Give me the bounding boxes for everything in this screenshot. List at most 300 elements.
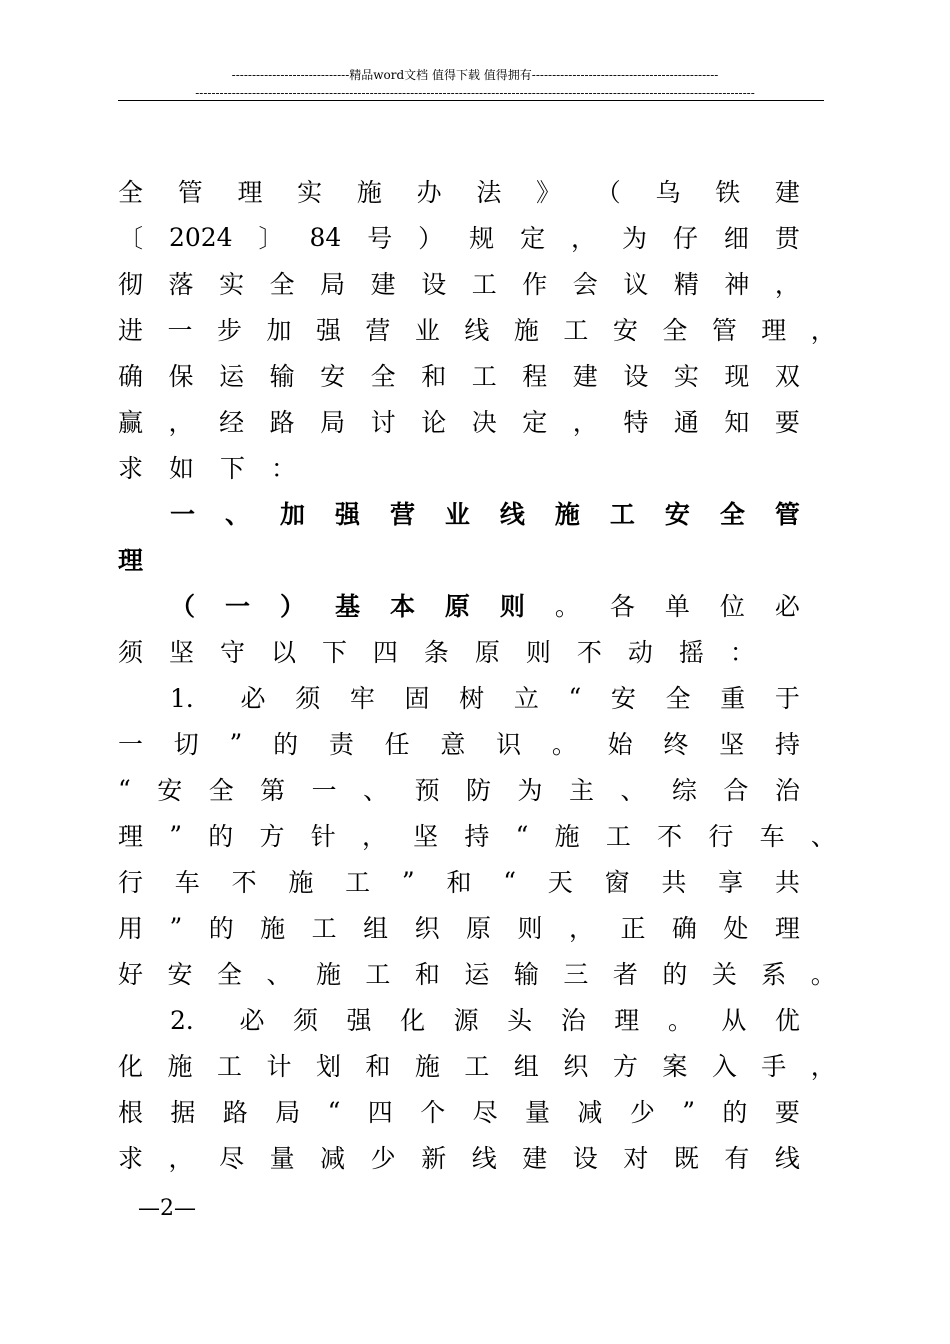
text-char: 全 (665, 684, 691, 713)
text-char: 天 (547, 868, 573, 897)
text-char: 原 (474, 638, 500, 667)
header-banner: -----------------------------精品word文档 值得下载 值得拥有---------------------------------------------- (231, 68, 719, 82)
text-char: 组 (363, 914, 389, 943)
text-char: 的 (273, 730, 299, 759)
text-char: 尽 (219, 1144, 245, 1173)
text-char: 车 (174, 868, 200, 897)
text-char: 一 (170, 500, 196, 529)
text-char: 不 (231, 868, 257, 897)
text-char: 一 (118, 730, 144, 759)
text-char: ， (810, 1052, 836, 1081)
text-line (118, 214, 800, 260)
text-char: 须 (118, 638, 144, 667)
text-char: 全 (118, 178, 144, 207)
text-char: 、 (620, 776, 646, 805)
text-char: 施 (513, 316, 539, 345)
text-char: 局 (275, 1098, 301, 1127)
text-char: 则 (499, 592, 525, 621)
text-char: 安 (157, 776, 183, 805)
text-char: ， (572, 408, 598, 437)
text-char: 建 (370, 270, 396, 299)
text-char: 确 (671, 914, 697, 943)
text-char: 办 (416, 178, 442, 207)
text-char: 议 (623, 270, 649, 299)
text-char: 源 (453, 1006, 479, 1035)
text-char: 实 (673, 362, 699, 391)
text-char: 则 (525, 638, 551, 667)
text-char: 有 (724, 1144, 750, 1173)
text-line (118, 352, 800, 398)
text-char: 本 (389, 592, 415, 621)
text-char: 彻 (118, 270, 144, 299)
text-char: 、 (363, 776, 389, 805)
text-char: 者 (612, 960, 638, 989)
text-char: “ (118, 774, 131, 804)
text-char: “ (515, 820, 529, 850)
text-char: ， (774, 270, 800, 299)
text-char: 和 (365, 1052, 391, 1081)
text-char: 对 (623, 1144, 649, 1173)
text-char: 头 (507, 1006, 533, 1035)
text-char: 守 (219, 638, 245, 667)
text-char: ） (279, 592, 305, 621)
text-char: ， (810, 316, 836, 345)
text-char: 线 (464, 316, 490, 345)
text-char: 减 (577, 1098, 603, 1127)
text-char: 安 (167, 960, 193, 989)
text-char: 预 (414, 776, 440, 805)
text-char: 方 (612, 1052, 638, 1081)
text-char: 84 (309, 222, 342, 252)
text-char: 施 (554, 822, 580, 851)
text-line (118, 1088, 800, 1134)
text-char: 运 (464, 960, 490, 989)
text-char: ， (168, 1144, 194, 1173)
text-char: 织 (563, 1052, 589, 1081)
text-char: 安 (612, 316, 638, 345)
text-char: 全 (370, 362, 396, 391)
text-char: 量 (269, 1144, 295, 1173)
text-char: 防 (466, 776, 492, 805)
text-char: 设 (572, 1144, 598, 1173)
text-char: 四 (372, 638, 398, 667)
text-char: 经 (219, 408, 245, 437)
text-char: 入 (711, 1052, 737, 1081)
text-char: 理 (118, 546, 144, 575)
text-char: 线 (774, 1144, 800, 1173)
text-char: ： (729, 638, 755, 667)
text-char: 》 (536, 178, 562, 207)
text-char: 下 (321, 638, 347, 667)
text-char: 划 (315, 1052, 341, 1081)
text-line (118, 628, 755, 674)
text-line (118, 812, 836, 858)
text-char: 基 (334, 592, 360, 621)
text-char: 双 (774, 362, 800, 391)
text-char: 局 (320, 408, 346, 437)
text-char: 安 (320, 362, 346, 391)
text-char: 、 (224, 500, 250, 529)
text-char: 工 (365, 960, 391, 989)
text-char: 窗 (604, 868, 630, 897)
text-char: 原 (466, 914, 492, 943)
text-char: 和 (414, 960, 440, 989)
text-char: 动 (627, 638, 653, 667)
text-char: 不 (576, 638, 602, 667)
text-char: 工 (563, 316, 589, 345)
text-char: 持 (464, 822, 490, 851)
text-char: 管 (177, 178, 203, 207)
text-char: 任 (384, 730, 410, 759)
text-char: 为 (517, 776, 543, 805)
text-char: ， (568, 914, 594, 943)
text-char: 决 (471, 408, 497, 437)
text-char: 细 (723, 224, 749, 253)
text-char: 责 (328, 730, 354, 759)
text-char: 管 (774, 500, 800, 529)
text-char: 理 (237, 178, 263, 207)
text-char: 工 (311, 914, 337, 943)
text-char: 铁 (715, 178, 741, 207)
text-char: 路 (222, 1098, 248, 1127)
text-line (118, 260, 800, 306)
text-char: 处 (723, 914, 749, 943)
text-char: 要 (774, 408, 800, 437)
text-line (118, 536, 143, 582)
text-char: 工 (464, 1052, 490, 1081)
text-char: 用 (118, 914, 144, 943)
text-char: 输 (513, 960, 539, 989)
text-char: 管 (711, 316, 737, 345)
text-line (118, 398, 800, 444)
text-char: 赢 (118, 408, 144, 437)
text-char: 的 (208, 914, 234, 943)
text-char: 如 (168, 454, 194, 483)
text-char: ， (571, 224, 597, 253)
text-char: 贯 (774, 224, 800, 253)
text-char: 确 (118, 362, 144, 391)
text-char: 现 (724, 362, 750, 391)
text-char: 保 (168, 362, 194, 391)
text-char: 建 (774, 178, 800, 207)
text-char: 必 (774, 592, 800, 621)
text-char: 1． (170, 684, 211, 713)
text-char: 营 (365, 316, 391, 345)
text-char: 系 (761, 960, 787, 989)
page-number: —2— (138, 1196, 196, 1221)
text-char: 的 (722, 1098, 748, 1127)
text-char: 。 (551, 730, 577, 759)
text-char: 方 (259, 822, 285, 851)
text-char: 个 (420, 1098, 446, 1127)
text-char: 和 (446, 868, 472, 897)
text-char: 理 (761, 316, 787, 345)
text-char: 强 (346, 1006, 372, 1035)
text-char: 意 (440, 730, 466, 759)
text-char: 工 (471, 362, 497, 391)
text-char: 关 (711, 960, 737, 989)
text-char: 优 (774, 1006, 800, 1035)
text-char: ” (229, 728, 243, 758)
text-char: “ (327, 1096, 341, 1126)
text-char: 行 (118, 868, 144, 897)
text-char: 乌 (655, 178, 681, 207)
text-char: 坚 (413, 822, 439, 851)
text-char: 施 (260, 914, 286, 943)
text-line (118, 858, 800, 904)
text-char: 论 (421, 408, 447, 437)
text-char: 加 (266, 316, 292, 345)
text-char: 讨 (370, 408, 396, 437)
text-char: 单 (664, 592, 690, 621)
text-char: 程 (522, 362, 548, 391)
text-char: 定 (520, 224, 546, 253)
text-char: 享 (718, 868, 744, 897)
text-char: 。 (667, 1006, 693, 1035)
text-char: 一 (167, 316, 193, 345)
text-char: 定 (522, 408, 548, 437)
text-char: 理 (774, 914, 800, 943)
text-char: 强 (315, 316, 341, 345)
text-char: 案 (662, 1052, 688, 1081)
text-char: 量 (525, 1098, 551, 1127)
text-char: （ (170, 592, 196, 621)
text-char: 全 (719, 500, 745, 529)
text-line (170, 674, 800, 720)
text-char: 加 (279, 500, 305, 529)
text-char: ： (270, 454, 296, 483)
text-char: 各 (609, 592, 635, 621)
text-char: 线 (471, 1144, 497, 1173)
text-char: 运 (219, 362, 245, 391)
text-char: 根 (118, 1098, 144, 1127)
text-char: 树 (459, 684, 485, 713)
text-char: 、 (810, 822, 836, 851)
text-line (118, 720, 800, 766)
text-char: 仔 (672, 224, 698, 253)
text-char: 三 (563, 960, 589, 989)
text-char: 立 (513, 684, 539, 713)
text-char: 一 (224, 592, 250, 621)
text-char: 通 (673, 408, 699, 437)
text-char: 既 (673, 1144, 699, 1173)
text-char: 条 (423, 638, 449, 667)
text-char: 法 (476, 178, 502, 207)
text-char: “ (503, 866, 517, 896)
text-char: 组 (513, 1052, 539, 1081)
text-line (118, 904, 800, 950)
text-char: 特 (623, 408, 649, 437)
text-char: 工 (609, 500, 635, 529)
text-char: 坚 (168, 638, 194, 667)
text-char: 全 (216, 960, 242, 989)
text-char: 必 (240, 684, 266, 713)
text-char: ” (169, 820, 183, 850)
text-char: 新 (421, 1144, 447, 1173)
text-char: 少 (629, 1098, 655, 1127)
text-char: 化 (118, 1052, 144, 1081)
text-char: 织 (414, 914, 440, 943)
text-char: 、 (266, 960, 292, 989)
text-line (118, 1134, 800, 1180)
text-char: 设 (623, 362, 649, 391)
text-char: ” (401, 866, 415, 896)
text-char: 摇 (678, 638, 704, 667)
text-char: 于 (774, 684, 800, 713)
text-char: 实 (297, 178, 323, 207)
text-char: 落 (168, 270, 194, 299)
text-char: 下 (219, 454, 245, 483)
text-char: ） (418, 224, 444, 253)
text-line (118, 306, 836, 352)
text-char: 牢 (349, 684, 375, 713)
text-char: 规 (469, 224, 495, 253)
text-char: 须 (295, 684, 321, 713)
text-char: ， (361, 822, 387, 851)
text-char: 步 (216, 316, 242, 345)
text-char: （ (595, 178, 621, 207)
text-char: 综 (671, 776, 697, 805)
text-char: 作 (522, 270, 548, 299)
text-char: 化 (400, 1006, 426, 1035)
text-char: 强 (334, 500, 360, 529)
text-char: 四 (367, 1098, 393, 1127)
text-char: 治 (560, 1006, 586, 1035)
text-char: 〔 (118, 224, 144, 253)
text-char: 重 (720, 684, 746, 713)
text-char: 和 (421, 362, 447, 391)
text-char: 持 (774, 730, 800, 759)
text-char: 治 (774, 776, 800, 805)
text-line (118, 168, 800, 214)
text-char: 坚 (719, 730, 745, 759)
text-char: 。 (810, 960, 836, 989)
text-char: 神 (724, 270, 750, 299)
text-char: 车 (759, 822, 785, 851)
text-char: 〕 (258, 224, 284, 253)
text-char: 原 (444, 592, 470, 621)
text-line (118, 766, 800, 812)
text-char: 针 (310, 822, 336, 851)
text-char: 会 (572, 270, 598, 299)
text-char: 安 (664, 500, 690, 529)
text-char: 工 (216, 1052, 242, 1081)
text-char: 线 (499, 500, 525, 529)
text-char: 号 (367, 224, 393, 253)
text-line (118, 444, 296, 490)
text-char: 进 (118, 316, 144, 345)
text-char: 知 (724, 408, 750, 437)
text-char: 工 (471, 270, 497, 299)
text-line (118, 1042, 836, 1088)
text-char: 计 (266, 1052, 292, 1081)
text-char: 好 (118, 960, 144, 989)
text-char: ” (169, 912, 183, 942)
header-rule (118, 100, 824, 101)
text-char: 建 (572, 362, 598, 391)
text-char: 路 (269, 408, 295, 437)
text-line (170, 582, 800, 628)
text-line (118, 950, 836, 996)
text-char: 全 (269, 270, 295, 299)
text-char: 。 (554, 592, 580, 621)
text-char: 理 (614, 1006, 640, 1035)
text-char: 2024 (168, 222, 233, 252)
text-char: 精 (673, 270, 699, 299)
text-char: 终 (663, 730, 689, 759)
text-char: 全 (662, 316, 688, 345)
text-char: 须 (292, 1006, 318, 1035)
text-char: 业 (444, 500, 470, 529)
text-char: 工 (345, 868, 371, 897)
text-char: 施 (167, 1052, 193, 1081)
text-char: 建 (522, 1144, 548, 1173)
text-line (170, 490, 800, 536)
text-char: 理 (118, 822, 144, 851)
text-char: 实 (219, 270, 245, 299)
text-char: 第 (260, 776, 286, 805)
text-char: 固 (404, 684, 430, 713)
text-char: 求 (118, 1144, 144, 1173)
text-char: 位 (719, 592, 745, 621)
text-char: 识 (496, 730, 522, 759)
text-char: 施 (288, 868, 314, 897)
text-char: 施 (554, 500, 580, 529)
text-char: 合 (723, 776, 749, 805)
text-char: ， (168, 408, 194, 437)
text-char: 2． (170, 1006, 211, 1035)
text-char: 营 (389, 500, 415, 529)
text-char: 切 (173, 730, 199, 759)
text-char: 业 (414, 316, 440, 345)
text-line (170, 996, 800, 1042)
text-char: 为 (621, 224, 647, 253)
text-char: 尽 (472, 1098, 498, 1127)
text-char: 的 (208, 822, 234, 851)
text-char: 设 (421, 270, 447, 299)
header-dash-line: ------------------------------------------------------------------------------------------------------------------------------------------ (195, 86, 755, 100)
text-char: 始 (607, 730, 633, 759)
text-char: “ (568, 682, 582, 712)
text-char: 主 (568, 776, 594, 805)
text-char: 施 (414, 1052, 440, 1081)
text-char: 手 (761, 1052, 787, 1081)
text-char: 共 (661, 868, 687, 897)
text-char: 不 (657, 822, 683, 851)
text-char: 共 (774, 868, 800, 897)
text-char: 施 (356, 178, 382, 207)
text-char: 正 (620, 914, 646, 943)
text-char: 从 (721, 1006, 747, 1035)
text-char: 必 (239, 1006, 265, 1035)
text-char: 行 (708, 822, 734, 851)
text-char: 输 (269, 362, 295, 391)
text-char: 要 (774, 1098, 800, 1127)
text-char: 少 (370, 1144, 396, 1173)
text-char: 安 (610, 684, 636, 713)
text-char: 减 (320, 1144, 346, 1173)
text-char: 局 (320, 270, 346, 299)
text-char: 据 (170, 1098, 196, 1127)
text-char: 的 (662, 960, 688, 989)
text-char: 以 (270, 638, 296, 667)
text-char: 求 (118, 454, 144, 483)
text-char: 则 (517, 914, 543, 943)
text-char: 施 (315, 960, 341, 989)
text-char: 一 (311, 776, 337, 805)
text-char: 工 (605, 822, 631, 851)
text-char: ” (682, 1096, 696, 1126)
